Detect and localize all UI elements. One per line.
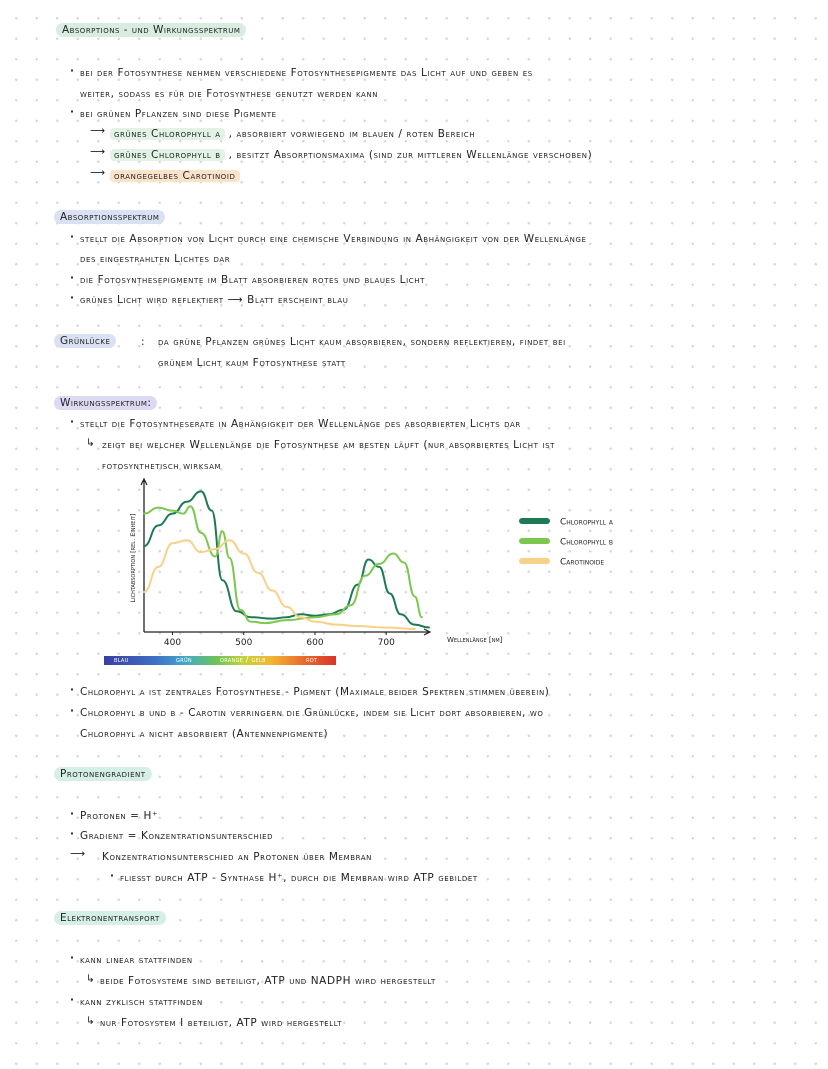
- pigment-b: [110, 149, 592, 161]
- protonen-line-2: · Gradient = Konzentrationsunterschied: [80, 830, 273, 842]
- arrow-icon: ⟶: [90, 167, 106, 179]
- absorption-line-1: · stellt die Absorption von Licht durch eine chemische Verbindung in Abhängigkeit von der Wellenlänge: [80, 233, 587, 245]
- series-line-2: [144, 540, 415, 629]
- elektronen-line-2: beide Fotosysteme sind beteiligt, ATP und NADPH wird hergestellt: [100, 975, 436, 987]
- intro-line-2: weiter, sodass es für die Fotosynthese genutzt werden kann: [80, 88, 379, 100]
- arrow-icon: ⟶: [227, 294, 244, 306]
- gruenluecke-line-2: grünem Licht kaum Fotosynthese statt: [158, 357, 346, 369]
- intro-line-1: · bei der Fotosynthese nehmen verschiedene Fotosynthesepigmente das Licht auf und geben es: [80, 67, 533, 79]
- absorption-line-4b: Blatt erscheint blau: [247, 294, 349, 306]
- legend-label-0: Chlorophyll a: [560, 517, 613, 528]
- pigment-b-name: grünes Chlorophyll b: [110, 149, 225, 161]
- after-chart-line-2: · Chlorophyl b und β - Carotin verringern die Grünlücke, indem sie Licht dort absorbieren, wo: [80, 707, 544, 719]
- legend-label-2: Carotinoide: [560, 557, 605, 568]
- protonen-line-1: · Protonen = H⁺: [80, 810, 158, 822]
- arrow-icon: ⟶: [90, 125, 106, 137]
- absorption-line-3: · die Fotosynthesepigmente im Blatt absorbieren rotes und blaues Licht: [80, 274, 425, 286]
- absorption-line-4: [80, 294, 348, 306]
- gruenluecke-heading: Grünlücke: [54, 334, 116, 348]
- y-axis-label: Lichtabsorption [rel. Einheit]: [129, 513, 137, 603]
- x-tick-label-500: 500: [235, 638, 253, 648]
- hook-arrow-icon: ↳: [86, 973, 96, 985]
- after-chart-line-3: Chlorophyl a nicht absorbiert (Antennenpigmente): [80, 728, 329, 740]
- spectrum-label-rot: rot: [306, 655, 318, 664]
- absorption-line-2: des eingestrahlten Lichtes dar: [80, 253, 231, 265]
- after-chart-line-1: · Chlorophyl a ist zentrales Fotosynthese - Pigment (Maximale beider Spektren stimmen überein): [80, 686, 549, 698]
- gruenluecke-line-1: da grüne Pflanzen grünes Licht kaum absorbieren, sondern reflektieren, findet bei: [158, 336, 566, 348]
- absorption-heading: Absorptionsspektrum: [54, 210, 165, 224]
- intro-line-3: · bei grünen Pflanzen sind diese Pigmente: [80, 108, 277, 120]
- wirkung-line-3: fotosynthetisch wirksam: [102, 460, 222, 472]
- arrow-icon: ⟶: [70, 848, 86, 860]
- x-axis-label: Wellenlänge [nm]: [447, 636, 503, 644]
- wirkung-line-2: zeigt bei welcher Wellenlänge die Fotosynthese am besten läuft (nur absorbiertes Licht ist: [102, 439, 556, 451]
- protonen-line-3: Konzentrationsunterschied an Protonen über Membran: [102, 851, 373, 863]
- legend-label-1: Chlorophyll b: [560, 537, 613, 548]
- elektronen-line-1: · kann linear stattfinden: [80, 954, 193, 966]
- elektronen-heading: Elektronentransport: [54, 911, 166, 925]
- hook-arrow-icon: ↳: [86, 1015, 96, 1027]
- pigment-a-name: grünes Chlorophyll a: [110, 128, 225, 140]
- elektronen-line-3: · kann zyklisch stattfinden: [80, 996, 203, 1008]
- elektronen-line-4: nur Fotosystem I beteiligt, ATP wird hergestellt: [100, 1017, 343, 1029]
- hook-arrow-icon: ↳: [86, 437, 96, 449]
- spectrum-label-orange: orange / gelb: [220, 655, 266, 664]
- x-tick-label-400: 400: [163, 638, 182, 648]
- pigment-carotinoid-name: orangegelbes Carotinoid: [110, 170, 240, 182]
- pigment-carotinoid: [110, 170, 240, 182]
- gruenluecke-colon: :: [141, 336, 146, 348]
- wirkung-heading: Wirkungsspektrum:: [54, 396, 157, 410]
- spectrum-label-gruen: grün: [176, 655, 192, 664]
- pigment-a-text: , absorbiert vorwiegend im blauen / roten Bereich: [228, 128, 476, 140]
- spectrum-label-blau: blau: [114, 655, 129, 664]
- absorption-chart: [66, 476, 613, 676]
- absorption-line-4a: grünes Licht wird reflektiert: [80, 294, 224, 306]
- x-tick-label-700: 700: [377, 638, 395, 648]
- main-heading: Absorptions - und Wirkungsspektrum: [56, 23, 246, 37]
- wirkung-line-1: · stellt die Fotosyntheserate in Abhängigkeit der Wellenlänge des absorbierten Lichts dar: [80, 418, 521, 430]
- pigment-b-text: , besitzt Absorptionsmaxima (sind zur mittleren Wellenlänge verschoben): [228, 149, 593, 161]
- protonen-heading: Protonengradient: [54, 767, 152, 781]
- x-tick-label-600: 600: [306, 638, 324, 648]
- arrow-icon: ⟶: [90, 146, 106, 158]
- protonen-line-4: · fließt durch ATP - Synthase H⁺, durch die Membran wird ATP gebildet: [120, 872, 478, 884]
- pigment-a: [110, 128, 475, 140]
